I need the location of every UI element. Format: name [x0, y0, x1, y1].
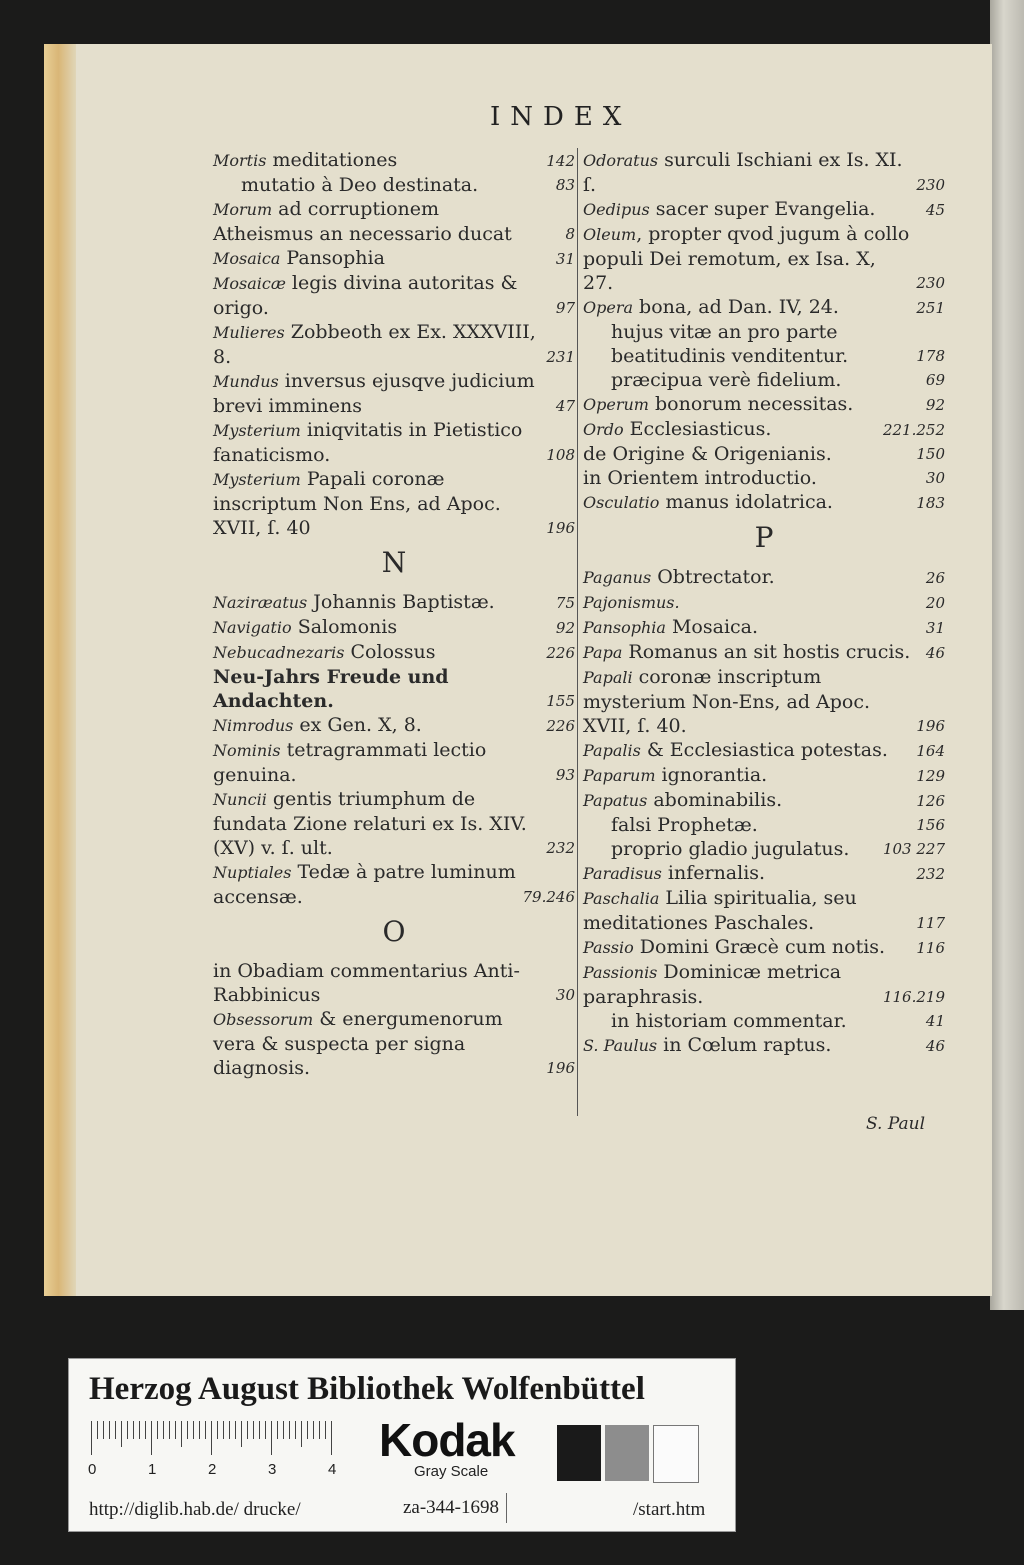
ruler-tick	[163, 1421, 164, 1439]
ruler-number: 1	[148, 1461, 157, 1478]
index-entry	[213, 418, 575, 467]
section-heading-o: O	[382, 915, 406, 948]
entry-text: ex Gen. X, 8.	[293, 714, 422, 736]
index-entry	[583, 590, 945, 615]
entry-keyword: Paradisus	[583, 864, 662, 883]
swatch-black	[557, 1425, 601, 1481]
entry-page-number: 230	[916, 274, 945, 292]
index-entry	[583, 813, 945, 837]
entry-text: Ecclesiasticus.	[623, 418, 772, 440]
index-entry	[213, 713, 575, 738]
ruler-tick	[253, 1421, 254, 1439]
entry-keyword: Nebucadnezaris	[213, 643, 345, 662]
entry-keyword: Navigatio	[213, 618, 292, 637]
entry-page-number: 232	[916, 865, 945, 883]
ruler-number: 3	[268, 1461, 277, 1478]
ruler-tick	[133, 1421, 134, 1439]
index-entry	[583, 490, 945, 515]
index-entry	[583, 442, 945, 466]
entry-text: , propter qvod jugum à collo populi Dei remotum, ex Isa. X, 27.	[583, 223, 910, 294]
entry-keyword: Mosaicæ	[213, 274, 286, 293]
index-entry	[583, 788, 945, 813]
ruler-tick	[205, 1421, 206, 1439]
entry-text: Zobbeoth ex Ex. XXXVIII, 8.	[213, 321, 536, 368]
gray-scale-label: Gray Scale	[414, 1463, 489, 1480]
entries-n	[213, 590, 575, 909]
entry-keyword: Nuptiales	[213, 863, 292, 882]
ruler-tick	[139, 1421, 140, 1439]
entry-text: iniqvitatis in Pietistico fanaticismo.	[213, 419, 523, 466]
entry-keyword: Nuncii	[213, 790, 267, 809]
entry-text: bona, ad Dan. IV, 24.	[633, 296, 839, 318]
index-entry	[583, 392, 945, 417]
entry-page-number: 26	[925, 569, 945, 587]
index-entry	[583, 960, 945, 1009]
ruler-tick	[271, 1421, 272, 1455]
entry-page-number: 93	[555, 766, 575, 784]
entry-page-number: 79.246	[522, 888, 575, 906]
entry-text: de Origine & Origenianis.	[583, 443, 832, 465]
entry-text: & energumenorum vera & suspecta per signa diagnosis.	[213, 1008, 503, 1079]
entry-keyword: Pansophia	[583, 618, 666, 637]
entry-page-number: 230	[916, 176, 945, 194]
library-name: Herzog August Bibliothek Wolfenbüttel	[89, 1371, 645, 1407]
binding-gutter	[990, 0, 1024, 1310]
entry-text: Colossus	[344, 641, 436, 663]
page-header: INDEX	[490, 102, 632, 132]
entry-page-number: 31	[555, 250, 575, 268]
ruler-tick	[283, 1421, 284, 1439]
ruler-tick	[109, 1421, 110, 1439]
entry-text: in Cœlum raptus.	[657, 1034, 832, 1056]
entry-page-number: 30	[555, 986, 575, 1004]
ruler-tick	[319, 1421, 320, 1439]
entry-page-number: 103 227	[882, 840, 945, 858]
entry-keyword: Nominis	[213, 741, 281, 760]
entry-text: Dominicæ metrica paraphrasis.	[583, 961, 842, 1008]
ruler-tick	[175, 1421, 176, 1439]
ruler-tick	[115, 1421, 116, 1439]
column-divider	[577, 148, 578, 1116]
ruler-number: 0	[88, 1461, 97, 1478]
ruler-tick	[277, 1421, 278, 1439]
entry-page-number: 232	[546, 839, 575, 857]
index-entry	[213, 173, 575, 197]
catchword: S. Paul	[866, 1114, 926, 1134]
shelfmark-code: za-344-1698	[396, 1493, 507, 1523]
entry-page-number: 47	[555, 397, 575, 415]
swatch-white	[653, 1425, 699, 1483]
entry-text: mutatio à Deo destinata.	[241, 174, 479, 196]
entry-page-number: 164	[916, 742, 945, 760]
entry-page-number: 196	[546, 519, 575, 537]
entry-text: meditationes	[266, 149, 398, 171]
entry-text: Pansophia	[280, 247, 385, 269]
entry-text: ad corruptionem Atheismus an necessario ducat	[213, 198, 512, 245]
entry-text: Domini Græcè cum notis.	[633, 936, 886, 958]
ruler-tick	[235, 1421, 236, 1439]
index-entry	[213, 320, 575, 369]
entries-p	[583, 565, 945, 1058]
entry-keyword: Paparum	[583, 766, 656, 785]
entry-page-number: 92	[555, 619, 575, 637]
page-edge	[44, 44, 76, 1296]
entry-text: Neu-Jahrs Freude und Andachten.	[213, 666, 449, 712]
ruler-tick	[217, 1421, 218, 1439]
entry-keyword: Nimrodus	[213, 716, 294, 735]
entry-text: proprio gladio jugulatus.	[611, 838, 850, 860]
entry-text: Tedæ à patre luminum accensæ.	[213, 861, 516, 908]
index-entry	[583, 1009, 945, 1033]
entry-text: in Obadiam commentarius Anti-Rabbinicus	[213, 960, 520, 1006]
index-entry	[583, 565, 945, 590]
entry-keyword: Passio	[583, 938, 634, 957]
entry-text: hujus vitæ an pro parte beatitudinis venditentur.	[611, 321, 849, 367]
entry-text: in Orientem introductio.	[583, 467, 817, 489]
entry-page-number: 116.219	[882, 988, 945, 1006]
index-entry	[583, 665, 945, 738]
ruler-tick	[97, 1421, 98, 1439]
index-entry	[583, 837, 945, 861]
entry-keyword: Osculatio	[583, 493, 660, 512]
entry-keyword: Paganus	[583, 568, 652, 587]
entry-text: abominabilis.	[647, 789, 783, 811]
entry-text: Johannis Baptistæ.	[307, 591, 495, 613]
entry-page-number: 183	[916, 494, 945, 512]
entry-keyword: Papa	[583, 643, 623, 662]
ruler-tick	[157, 1421, 158, 1439]
ruler-tick	[247, 1421, 248, 1439]
entry-page-number: 20	[925, 594, 945, 612]
index-entry	[213, 148, 575, 173]
entry-keyword: Naziræatus	[213, 593, 308, 612]
entry-keyword: Paschalia	[583, 889, 660, 908]
ruler-tick	[145, 1421, 146, 1439]
entry-text: præcipua verè fidelium.	[611, 369, 842, 391]
entry-keyword: Odoratus	[583, 151, 659, 170]
entry-page-number: 196	[546, 1059, 575, 1077]
entry-text: inversus ejusqve judicium brevi imminens	[213, 370, 535, 417]
entry-text: & Ecclesiastica potestas.	[640, 739, 888, 761]
entries-o	[213, 959, 575, 1080]
entry-keyword: Papalis	[583, 741, 641, 760]
entry-text: Mosaica.	[665, 616, 759, 638]
index-entry	[583, 886, 945, 935]
entry-keyword: Mosaica	[213, 249, 281, 268]
entry-page-number: 226	[546, 644, 575, 662]
ruler-tick	[121, 1421, 122, 1447]
entry-page-number: 251	[916, 299, 945, 317]
ruler-tick	[259, 1421, 260, 1439]
entry-page-number: 196	[916, 717, 945, 735]
ruler-tick	[295, 1421, 296, 1439]
entry-page-number: 46	[925, 644, 945, 662]
entry-text: Lilia spiritualia, seu meditationes Paschales.	[583, 887, 857, 934]
index-entry	[213, 738, 575, 787]
index-entry	[583, 763, 945, 788]
entry-keyword: Mulieres	[213, 323, 285, 342]
ruler-tick	[127, 1421, 128, 1439]
entry-keyword: Operum	[583, 395, 649, 414]
index-entry	[583, 466, 945, 490]
left-column	[213, 148, 575, 1080]
scale-ruler	[88, 1421, 341, 1478]
entry-keyword: Papatus	[583, 791, 648, 810]
ruler-tick	[325, 1421, 326, 1439]
entry-keyword: Obsessorum	[213, 1010, 314, 1029]
index-entry	[583, 640, 945, 665]
entry-page-number: 226	[546, 717, 575, 735]
entry-page-number: 221.252	[882, 421, 945, 439]
ruler-tick	[223, 1421, 224, 1439]
entry-text: Papali coronæ inscriptum Non Ens, ad Apoc. XVII, ſ. 40	[213, 468, 501, 539]
ruler-tick	[307, 1421, 308, 1439]
index-entry	[213, 246, 575, 271]
index-entry	[583, 615, 945, 640]
entry-page-number: 46	[925, 1037, 945, 1055]
entry-text: gentis triumphum de fundata Zione relaturi ex Is. XIV. (XV) v. ſ. ult.	[213, 788, 527, 859]
entry-page-number: 129	[916, 767, 945, 785]
entry-text: legis divina autoritas & origo.	[213, 272, 518, 319]
ruler-tick	[169, 1421, 170, 1439]
index-entry	[213, 787, 575, 860]
section-heading-n: N	[381, 546, 407, 579]
entry-text: bonorum necessitas.	[648, 393, 854, 415]
entry-keyword: Ordo	[583, 420, 624, 439]
entry-page-number: 31	[925, 619, 945, 637]
ruler-tick	[151, 1421, 152, 1455]
entry-page-number: 41	[925, 1012, 945, 1030]
ruler-tick	[187, 1421, 188, 1439]
entry-page-number: 75	[555, 594, 575, 612]
entry-text: in historiam commentar.	[611, 1010, 847, 1032]
index-entry	[213, 467, 575, 540]
entry-text: sacer super Evangelia.	[649, 198, 876, 220]
entry-page-number: 108	[546, 446, 575, 464]
entry-keyword: Mysterium	[213, 470, 301, 489]
index-entry	[583, 417, 945, 442]
entry-text: manus idolatrica.	[659, 491, 833, 513]
entry-page-number: 150	[916, 445, 945, 463]
index-entry	[583, 320, 945, 368]
ruler-tick	[289, 1421, 290, 1439]
section-heading-p: P	[754, 521, 774, 554]
url-left: http://diglib.hab.de/ drucke/	[89, 1499, 301, 1520]
ruler-tick	[103, 1421, 104, 1439]
entry-page-number: 156	[916, 816, 945, 834]
entry-page-number: 45	[925, 201, 945, 219]
entry-page-number: 69	[925, 371, 945, 389]
ruler-tick	[313, 1421, 314, 1439]
archive-label-card	[68, 1358, 736, 1532]
index-entry	[213, 590, 575, 615]
ruler-tick	[91, 1421, 92, 1455]
entry-text: surculi Ischiani ex Is. XI. ſ.	[583, 149, 903, 196]
entry-page-number: 8	[565, 225, 575, 243]
entry-page-number: 178	[916, 347, 945, 365]
entry-text: falsi Prophetæ.	[611, 814, 758, 836]
entry-page-number: 116	[916, 939, 945, 957]
right-column	[583, 148, 945, 1058]
entry-keyword: Opera	[583, 298, 634, 317]
index-entry	[583, 935, 945, 960]
entries-m	[213, 148, 575, 540]
entry-text: ignorantia.	[655, 764, 768, 786]
entry-keyword: Oleum	[583, 225, 637, 244]
index-entry	[213, 959, 575, 1007]
ruler-tick	[229, 1421, 230, 1439]
ruler-number: 2	[208, 1461, 217, 1478]
ruler-tick	[265, 1421, 266, 1439]
entry-keyword: Pajonismus.	[583, 593, 680, 612]
entry-page-number: 92	[925, 396, 945, 414]
index-entry	[213, 665, 575, 713]
ruler-tick	[181, 1421, 182, 1447]
url-right: /start.htm	[633, 1499, 706, 1520]
entry-text: infernalis.	[661, 862, 766, 884]
index-entry	[213, 271, 575, 320]
index-entry	[213, 615, 575, 640]
entry-keyword: Mortis	[213, 151, 267, 170]
entry-page-number: 126	[916, 792, 945, 810]
entry-page-number: 142	[546, 152, 575, 170]
ruler-tick	[211, 1421, 212, 1455]
ruler-tick	[193, 1421, 194, 1439]
index-entry	[583, 148, 945, 197]
entry-keyword: Oedipus	[583, 200, 650, 219]
index-entry	[213, 369, 575, 418]
entry-text: Salomonis	[291, 616, 398, 638]
index-entry	[213, 1007, 575, 1080]
entry-text: Obtrectator.	[651, 566, 775, 588]
entries-o-cont	[583, 148, 945, 515]
entry-keyword: Papali	[583, 668, 633, 687]
entry-page-number: 83	[555, 176, 575, 194]
index-entry	[583, 197, 945, 222]
index-entry	[583, 222, 945, 295]
index-entry	[213, 197, 575, 246]
ruler-tick	[331, 1421, 332, 1455]
index-entry	[213, 860, 575, 909]
index-entry	[583, 295, 945, 320]
entry-keyword: Mundus	[213, 372, 279, 391]
swatch-gray	[605, 1425, 649, 1481]
entry-keyword: Mysterium	[213, 421, 301, 440]
index-entry	[583, 738, 945, 763]
entry-keyword: Passionis	[583, 963, 658, 982]
entry-page-number: 97	[555, 299, 575, 317]
ruler-number: 4	[328, 1461, 337, 1478]
entry-page-number: 117	[916, 914, 945, 932]
kodak-logo: Kodak	[379, 1414, 515, 1466]
entry-keyword: Morum	[213, 200, 273, 219]
entry-page-number: 231	[546, 348, 575, 366]
ruler-tick	[241, 1421, 242, 1447]
entry-page-number: 30	[925, 469, 945, 487]
index-entry	[583, 861, 945, 886]
entry-text: Romanus an sit hostis crucis.	[622, 641, 911, 663]
index-entry	[583, 368, 945, 392]
entry-text: tetragrammati lectio genuina.	[213, 739, 487, 786]
index-entry	[213, 640, 575, 665]
entry-text: coronæ inscriptum mysterium Non-Ens, ad Apoc. XVII, ſ. 40.	[583, 666, 871, 737]
ruler-tick	[199, 1421, 200, 1439]
ruler-tick	[301, 1421, 302, 1447]
entry-keyword: S. Paulus	[583, 1036, 658, 1055]
index-entry	[583, 1033, 945, 1058]
entry-page-number: 155	[546, 692, 575, 710]
